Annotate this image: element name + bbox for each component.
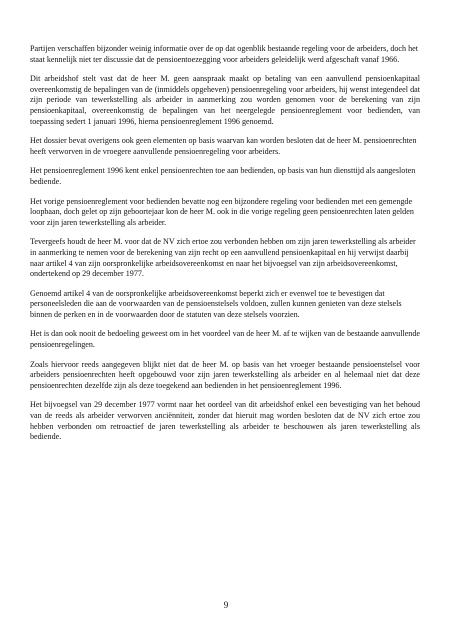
document-body xyxy=(30,44,420,452)
paragraph-5: Het vorige pensioenreglement voor bedienden bevatte nog een bijzondere regeling voor bedienden met een gemengde loopbaan, doch gelet op zijn geboortejaar kon de heer M. ook in die vorige regeling geen pensioenrechten laten gelden voor zijn jaren tewerkstelling als arbeider. xyxy=(30,196,414,227)
paragraph-3: Het dossier bevat overigens ook geen elementen op basis waarvan kan worden besloten dat de heer M. pensioenrechten heeft verworven in de vroegere aanvullende pensioenregeling voor arbeiders. xyxy=(30,136,417,156)
paragraph-2: Dit arbeidshof stelt vast dat de heer M. geen aanspraak maakt op betaling van een aanvullend pensioenkapitaal overeenkomstig de bepalingen van de (inmiddels opgeheven) pensioenregeling voor arbeiders, hij wenst integendeel dat zijn periode van tewerkstelling als arbeider in aanmerking zou worden genomen voor de berekening van zijn pensioenkapitaal, overeenkomstig de bepalingen van het neergelegde pensioenreglement voor bedienden, van toepassing sedert 1 januari 1996, hierna pensioenreglement 1996 genoemd. xyxy=(30,74,420,126)
paragraph-1: Partijen verschaffen bijzonder weinig informatie over de op dat ogenblik bestaande regeling voor de arbeiders, doch het staat kennelijk niet ter discussie dat de pensioentoezegging voor arbeiders geleidelijk werd afgeschaft vanaf 1966. xyxy=(30,44,418,64)
paragraph-4: Het pensioenreglement 1996 kent enkel pensioenrechten toe aan bedienden, op basis van hun diensttijd als aangesloten bediende. xyxy=(30,166,416,186)
paragraph-9: Zoals hiervoor reeds aangegeven blijkt niet dat de heer M. op basis van het vroeger bestaande pensioenstelsel voor arbeiders pensioenrechten heeft opgebouwd voor zijn jaren tewerkstelling als arbeider en al helemaal niet dat deze pensioenrechten dezelfde zijn als deze toegekend aan bedienden in het pensioenreglement 1996. xyxy=(30,359,420,390)
paragraph-7: Genoemd artikel 4 van de oorspronkelijke arbeidsovereenkomst beperkt zich er evenwel toe te bevestigen dat personeelsleden die aan de voorwaarden van de pensioenstelsels voldoen, zullen kunnen genieten van deze stelsels binnen de perken en in de voorwaarden door de statuten van deze stelsels voorzien. xyxy=(30,288,402,319)
paragraph-8: Het is dan ook nooit de bedoeling geweest om in het voordeel van de heer M. af te wijken van de bestaande aanvullende pensioenregelingen. xyxy=(30,329,420,350)
paragraph-10: Het bijvoegsel van 29 december 1977 vormt naar het oordeel van dit arbeidshof enkel een bevestiging van het behoud van de reeds als arbeider verworven anciënniteit, zonder dat hieruit mag worden besloten dat de NV zich ertoe zou hebben verbonden om retroactief de jaren tewerkstelling als arbeider te beschouwen als jaren tewerkstelling als bediende. xyxy=(30,400,420,442)
page-number: 9 xyxy=(223,600,229,610)
paragraph-6: Tevergeefs houdt de heer M. voor dat de NV zich ertoe zou verbonden hebben om zijn jaren tewerkstelling als arbeider in aanmerking te nemen voor de berekening van zijn recht op een aanvullend pensioenkapitaal en hij verwijst daarbij naar artikel 4 van zijn oorspronkelijke arbeidsovereenkomst en naar het bijvoegsel van zijn arbeidsovereenkomst, ondertekend op 29 december 1977. xyxy=(30,237,416,279)
